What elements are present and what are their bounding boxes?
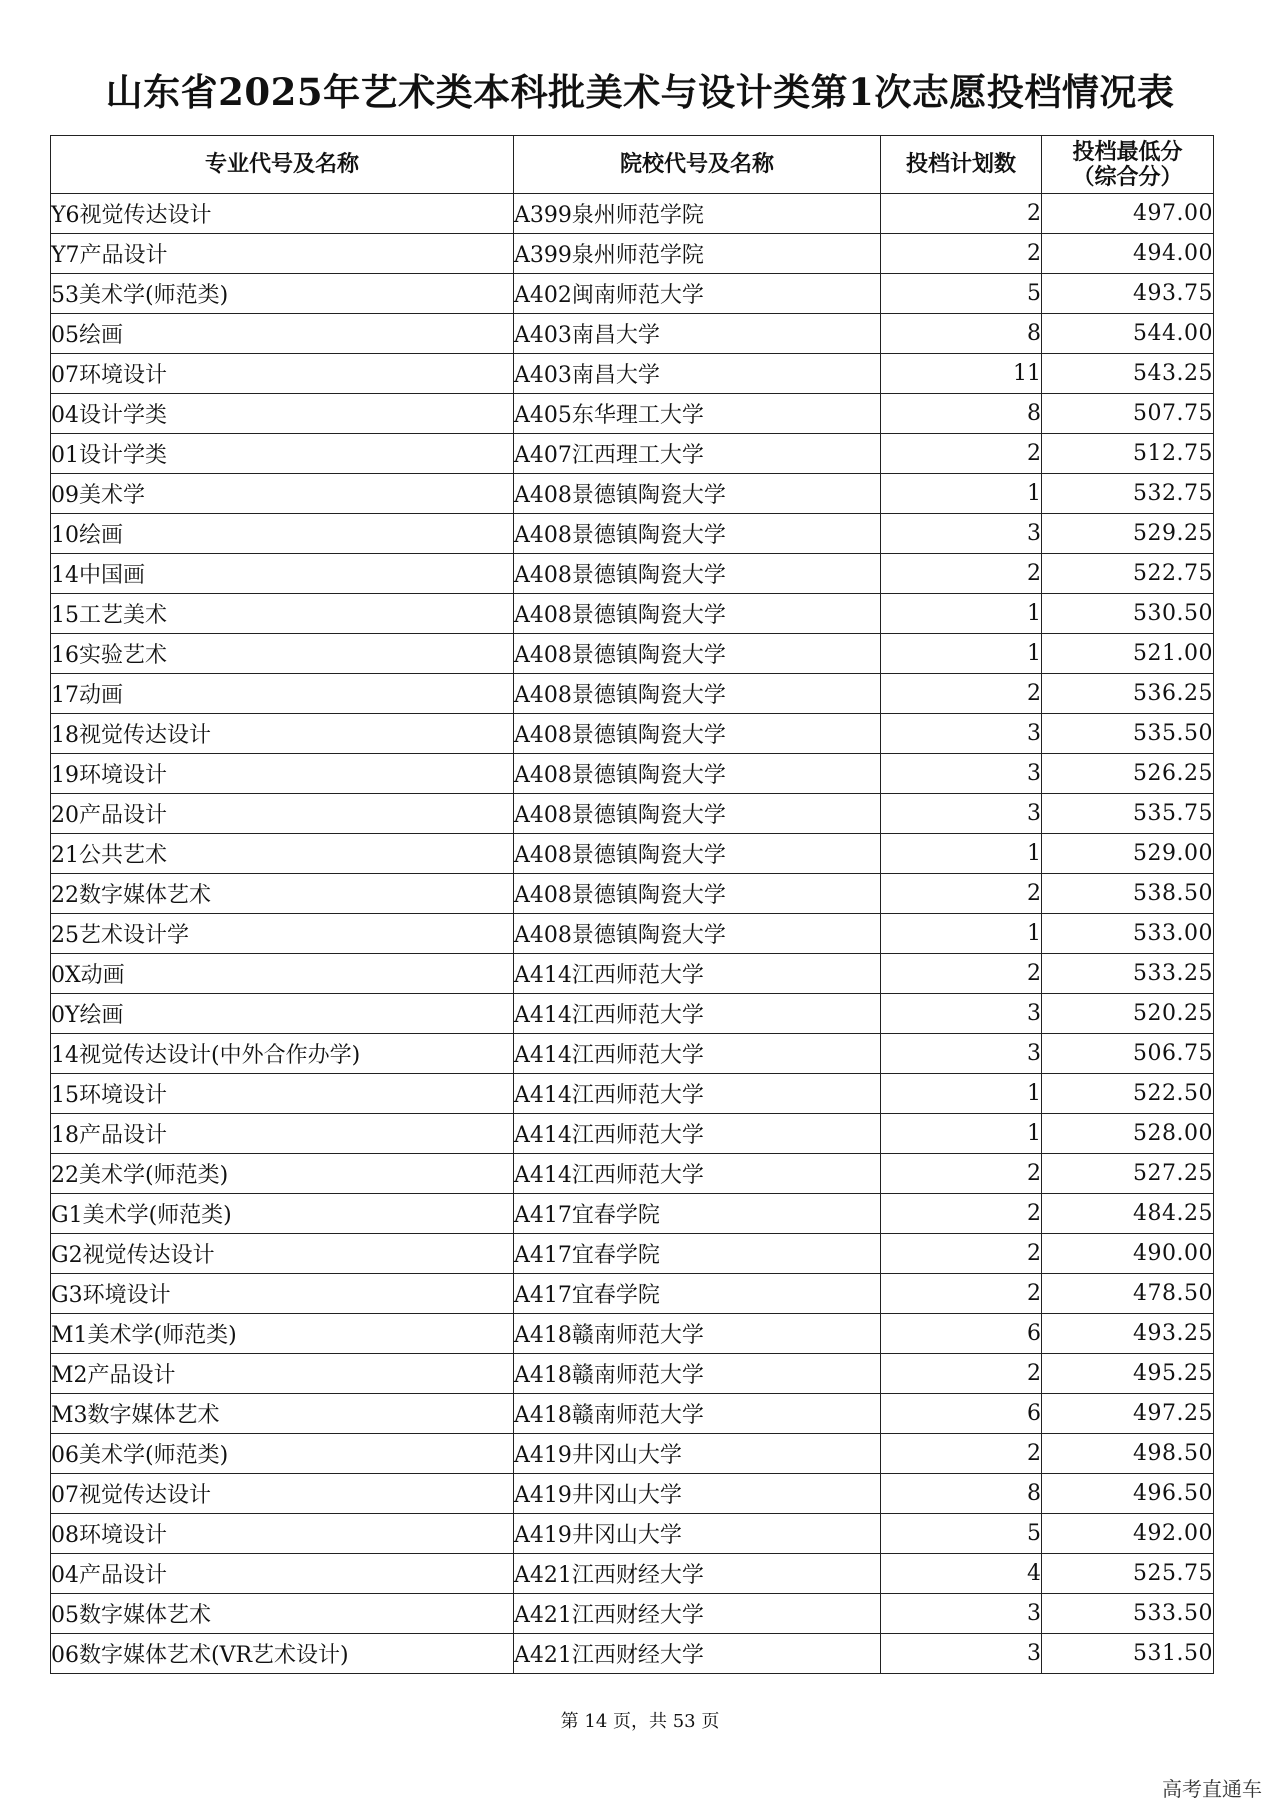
major-cell: M1美术学(师范类) (51, 1314, 514, 1354)
min-score-cell: 529.25 (1042, 514, 1214, 554)
plan-count-cell: 1 (881, 594, 1042, 634)
school-cell: A408景德镇陶瓷大学 (514, 874, 881, 914)
plan-count-cell: 3 (881, 1634, 1042, 1674)
school-cell: A408景德镇陶瓷大学 (514, 674, 881, 714)
table-row (51, 914, 1214, 954)
major-cell: G1美术学(师范类) (51, 1194, 514, 1234)
table-row (51, 314, 1214, 354)
major-cell: 20产品设计 (51, 794, 514, 834)
plan-count-cell: 2 (881, 1354, 1042, 1394)
min-score-cell: 494.00 (1042, 234, 1214, 274)
plan-count-cell: 2 (881, 1434, 1042, 1474)
school-cell: A417宜春学院 (514, 1194, 881, 1234)
table-row (51, 1514, 1214, 1554)
school-cell: A419井冈山大学 (514, 1474, 881, 1514)
table-row (51, 474, 1214, 514)
table-row (51, 674, 1214, 714)
table-row (51, 954, 1214, 994)
table-row (51, 1314, 1214, 1354)
major-cell: Y6视觉传达设计 (51, 194, 514, 234)
header-school: 院校代号及名称 (514, 136, 881, 194)
major-cell: 10绘画 (51, 514, 514, 554)
major-cell: 18视觉传达设计 (51, 714, 514, 754)
min-score-cell: 478.50 (1042, 1274, 1214, 1314)
table-header-row (51, 136, 1214, 194)
plan-count-cell: 5 (881, 274, 1042, 314)
school-cell: A408景德镇陶瓷大学 (514, 754, 881, 794)
plan-count-cell: 2 (881, 954, 1042, 994)
major-cell: 21公共艺术 (51, 834, 514, 874)
plan-count-cell: 1 (881, 474, 1042, 514)
min-score-cell: 536.25 (1042, 674, 1214, 714)
min-score-cell: 497.25 (1042, 1394, 1214, 1434)
header-score-line2: （综合分） (1072, 163, 1183, 190)
table-row (51, 834, 1214, 874)
table-row (51, 274, 1214, 314)
header-plan: 投档计划数 (881, 136, 1042, 194)
min-score-cell: 525.75 (1042, 1554, 1214, 1594)
plan-count-cell: 2 (881, 194, 1042, 234)
table-row (51, 794, 1214, 834)
school-cell: A418赣南师范大学 (514, 1354, 881, 1394)
table-row (51, 514, 1214, 554)
table-row (51, 874, 1214, 914)
table-row (51, 354, 1214, 394)
major-cell: 14视觉传达设计(中外合作办学) (51, 1034, 514, 1074)
min-score-cell: 498.50 (1042, 1434, 1214, 1474)
school-cell: A408景德镇陶瓷大学 (514, 714, 881, 754)
major-cell: 05绘画 (51, 314, 514, 354)
plan-count-cell: 3 (881, 714, 1042, 754)
plan-count-cell: 1 (881, 634, 1042, 674)
table-row (51, 1354, 1214, 1394)
page-title: 山东省2025年艺术类本科批美术与设计类第1次志愿投档情况表 (105, 70, 1175, 114)
major-cell: 25艺术设计学 (51, 914, 514, 954)
plan-count-cell: 2 (881, 554, 1042, 594)
table-row (51, 1274, 1214, 1314)
min-score-cell: 544.00 (1042, 314, 1214, 354)
major-cell: 0Y绘画 (51, 994, 514, 1034)
min-score-cell: 543.25 (1042, 354, 1214, 394)
major-cell: G3环境设计 (51, 1274, 514, 1314)
major-cell: 14中国画 (51, 554, 514, 594)
table-row (51, 1594, 1214, 1634)
plan-count-cell: 3 (881, 754, 1042, 794)
major-cell: G2视觉传达设计 (51, 1234, 514, 1274)
school-cell: A421江西财经大学 (514, 1594, 881, 1634)
plan-count-cell: 2 (881, 1154, 1042, 1194)
major-cell: 01设计学类 (51, 434, 514, 474)
table-row (51, 594, 1214, 634)
plan-count-cell: 2 (881, 874, 1042, 914)
plan-count-cell: 3 (881, 514, 1042, 554)
plan-count-cell: 2 (881, 434, 1042, 474)
table-row (51, 1474, 1214, 1514)
table-row (51, 1554, 1214, 1594)
school-cell: A408景德镇陶瓷大学 (514, 914, 881, 954)
major-cell: 05数字媒体艺术 (51, 1594, 514, 1634)
min-score-cell: 495.25 (1042, 1354, 1214, 1394)
school-cell: A408景德镇陶瓷大学 (514, 514, 881, 554)
plan-count-cell: 5 (881, 1514, 1042, 1554)
min-score-cell: 535.75 (1042, 794, 1214, 834)
min-score-cell: 492.00 (1042, 1514, 1214, 1554)
school-cell: A421江西财经大学 (514, 1634, 881, 1674)
plan-count-cell: 1 (881, 834, 1042, 874)
min-score-cell: 538.50 (1042, 874, 1214, 914)
major-cell: 22数字媒体艺术 (51, 874, 514, 914)
min-score-cell: 532.75 (1042, 474, 1214, 514)
school-cell: A399泉州师范学院 (514, 194, 881, 234)
school-cell: A407江西理工大学 (514, 434, 881, 474)
school-cell: A418赣南师范大学 (514, 1314, 881, 1354)
min-score-cell: 520.25 (1042, 994, 1214, 1034)
table-row (51, 1234, 1214, 1274)
min-score-cell: 531.50 (1042, 1634, 1214, 1674)
school-cell: A414江西师范大学 (514, 994, 881, 1034)
major-cell: 08环境设计 (51, 1514, 514, 1554)
page-footer: 第 14 页，共 53 页 (560, 1711, 720, 1732)
table-row (51, 194, 1214, 234)
plan-count-cell: 1 (881, 914, 1042, 954)
major-cell: 06数字媒体艺术(VR艺术设计) (51, 1634, 514, 1674)
school-cell: A399泉州师范学院 (514, 234, 881, 274)
min-score-cell: 497.00 (1042, 194, 1214, 234)
major-cell: 22美术学(师范类) (51, 1154, 514, 1194)
school-cell: A419井冈山大学 (514, 1514, 881, 1554)
plan-count-cell: 1 (881, 1114, 1042, 1154)
school-cell: A418赣南师范大学 (514, 1394, 881, 1434)
major-cell: 07视觉传达设计 (51, 1474, 514, 1514)
table-row (51, 1394, 1214, 1434)
plan-count-cell: 8 (881, 314, 1042, 354)
table-row (51, 714, 1214, 754)
table-row (51, 1074, 1214, 1114)
major-cell: 15环境设计 (51, 1074, 514, 1114)
watermark-text: 高考直通车 (1162, 1777, 1262, 1801)
plan-count-cell: 8 (881, 394, 1042, 434)
school-cell: A419井冈山大学 (514, 1434, 881, 1474)
plan-count-cell: 2 (881, 1234, 1042, 1274)
min-score-cell: 526.25 (1042, 754, 1214, 794)
school-cell: A414江西师范大学 (514, 954, 881, 994)
school-cell: A403南昌大学 (514, 354, 881, 394)
school-cell: A405东华理工大学 (514, 394, 881, 434)
major-cell: 04设计学类 (51, 394, 514, 434)
plan-count-cell: 3 (881, 1594, 1042, 1634)
major-cell: 19环境设计 (51, 754, 514, 794)
table-row (51, 1034, 1214, 1074)
major-cell: 09美术学 (51, 474, 514, 514)
table-row (51, 1634, 1214, 1674)
min-score-cell: 506.75 (1042, 1034, 1214, 1074)
table-row (51, 1194, 1214, 1234)
min-score-cell: 528.00 (1042, 1114, 1214, 1154)
major-cell: 04产品设计 (51, 1554, 514, 1594)
table-row (51, 754, 1214, 794)
min-score-cell: 527.25 (1042, 1154, 1214, 1194)
table-body (51, 194, 1214, 1674)
plan-count-cell: 4 (881, 1554, 1042, 1594)
school-cell: A408景德镇陶瓷大学 (514, 634, 881, 674)
school-cell: A408景德镇陶瓷大学 (514, 794, 881, 834)
plan-count-cell: 6 (881, 1314, 1042, 1354)
table-row (51, 634, 1214, 674)
header-major: 专业代号及名称 (51, 136, 514, 194)
min-score-cell: 521.00 (1042, 634, 1214, 674)
table-row (51, 554, 1214, 594)
school-cell: A414江西师范大学 (514, 1154, 881, 1194)
min-score-cell: 496.50 (1042, 1474, 1214, 1514)
school-cell: A408景德镇陶瓷大学 (514, 474, 881, 514)
plan-count-cell: 3 (881, 794, 1042, 834)
table-row (51, 1154, 1214, 1194)
school-cell: A417宜春学院 (514, 1274, 881, 1314)
plan-count-cell: 2 (881, 1274, 1042, 1314)
min-score-cell: 493.25 (1042, 1314, 1214, 1354)
major-cell: 16实验艺术 (51, 634, 514, 674)
major-cell: 07环境设计 (51, 354, 514, 394)
min-score-cell: 493.75 (1042, 274, 1214, 314)
major-cell: 06美术学(师范类) (51, 1434, 514, 1474)
major-cell: M2产品设计 (51, 1354, 514, 1394)
major-cell: 18产品设计 (51, 1114, 514, 1154)
plan-count-cell: 2 (881, 234, 1042, 274)
min-score-cell: 522.50 (1042, 1074, 1214, 1114)
major-cell: M3数字媒体艺术 (51, 1394, 514, 1434)
school-cell: A402闽南师范大学 (514, 274, 881, 314)
plan-count-cell: 2 (881, 1194, 1042, 1234)
plan-count-cell: 3 (881, 1034, 1042, 1074)
school-cell: A408景德镇陶瓷大学 (514, 554, 881, 594)
school-cell: A408景德镇陶瓷大学 (514, 594, 881, 634)
major-cell: Y7产品设计 (51, 234, 514, 274)
admission-table (50, 135, 1214, 1674)
min-score-cell: 507.75 (1042, 394, 1214, 434)
plan-count-cell: 11 (881, 354, 1042, 394)
table-row (51, 1434, 1214, 1474)
school-cell: A417宜春学院 (514, 1234, 881, 1274)
min-score-cell: 522.75 (1042, 554, 1214, 594)
major-cell: 53美术学(师范类) (51, 274, 514, 314)
min-score-cell: 533.00 (1042, 914, 1214, 954)
table-row (51, 394, 1214, 434)
school-cell: A403南昌大学 (514, 314, 881, 354)
table-row (51, 234, 1214, 274)
major-cell: 17动画 (51, 674, 514, 714)
min-score-cell: 535.50 (1042, 714, 1214, 754)
school-cell: A408景德镇陶瓷大学 (514, 834, 881, 874)
min-score-cell: 533.50 (1042, 1594, 1214, 1634)
school-cell: A414江西师范大学 (514, 1074, 881, 1114)
table-row (51, 434, 1214, 474)
school-cell: A414江西师范大学 (514, 1034, 881, 1074)
header-score-line1: 投档最低分 (1072, 138, 1183, 165)
header-score (1042, 136, 1214, 194)
plan-count-cell: 6 (881, 1394, 1042, 1434)
min-score-cell: 484.25 (1042, 1194, 1214, 1234)
table-row (51, 1114, 1214, 1154)
major-cell: 0X动画 (51, 954, 514, 994)
plan-count-cell: 8 (881, 1474, 1042, 1514)
major-cell: 15工艺美术 (51, 594, 514, 634)
plan-count-cell: 1 (881, 1074, 1042, 1114)
min-score-cell: 512.75 (1042, 434, 1214, 474)
school-cell: A414江西师范大学 (514, 1114, 881, 1154)
min-score-cell: 490.00 (1042, 1234, 1214, 1274)
plan-count-cell: 2 (881, 674, 1042, 714)
school-cell: A421江西财经大学 (514, 1554, 881, 1594)
plan-count-cell: 3 (881, 994, 1042, 1034)
min-score-cell: 529.00 (1042, 834, 1214, 874)
min-score-cell: 533.25 (1042, 954, 1214, 994)
table-row (51, 994, 1214, 1034)
min-score-cell: 530.50 (1042, 594, 1214, 634)
